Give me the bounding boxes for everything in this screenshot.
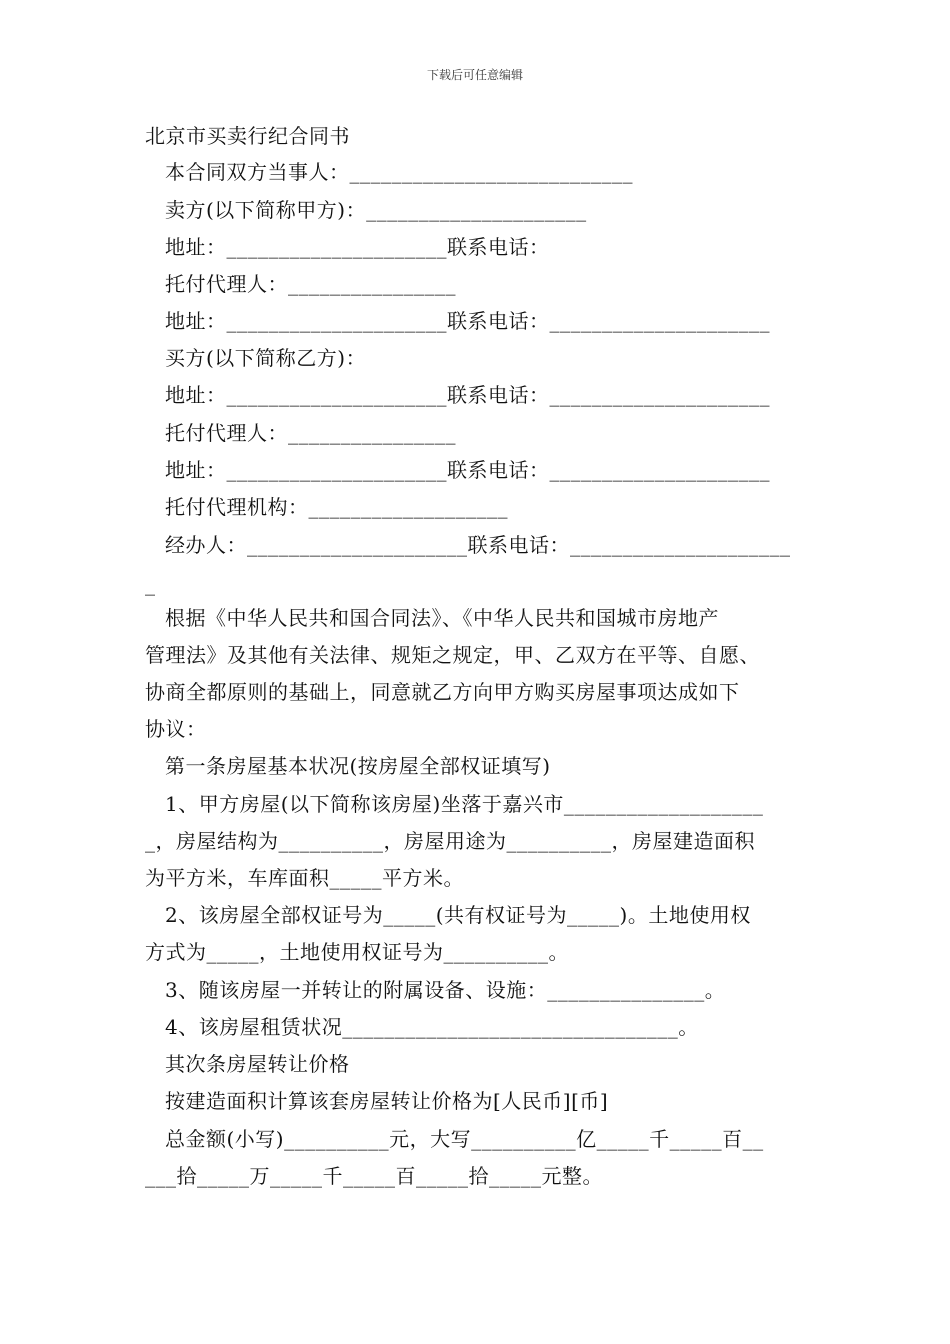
article-2-total-line-2: ___拾_____万_____千_____百_____拾_____元整。 [145,1164,603,1188]
article-1-item-3: 3、随该房屋一并转让的附属设备、设施：_______________。 [165,978,726,1002]
buyer-agent-address-line: 地址：_____________________联系电话：_____________________ [165,458,770,482]
article-1-item-1-line-1: 1、甲方房屋(以下简称该房屋)坐落于嘉兴市___________________ [165,792,764,816]
preamble-line-2: 管理法》及其他有关法律、规矩之规定，甲、乙双方在平等、自愿、 [145,643,760,667]
page-header-note: 下载后可任意编辑 [426,68,523,82]
agency-line: 托付代理机构：___________________ [165,495,508,519]
seller-line: 卖方(以下简称甲方)：_____________________ [165,198,587,222]
buyer-address-line: 地址：_____________________联系电话：_____________________ [165,383,770,407]
preamble-line-4: 协议： [145,717,207,741]
article-1-item-2-line-1: 2、该房屋全部权证号为_____(共有权证号为_____)。土地使用权 [165,903,751,927]
buyer-line: 买方(以下简称乙方)： [165,346,367,370]
preamble-line-3: 协商全都原则的基础上，同意就乙方向甲方购买房屋事项达成如下 [145,680,740,704]
document-title: 北京市买卖行纪合同书 [145,124,350,148]
seller-address-line: 地址：_____________________联系电话： [165,235,550,259]
handler-line-overflow: _ [145,572,156,596]
article-2-heading: 其次条房屋转让价格 [165,1052,350,1076]
article-1-item-1-line-2: _，房屋结构为__________，房屋用途为__________，房屋建造面积 [145,829,755,853]
seller-agent-line: 托付代理人：________________ [165,272,456,296]
article-1-heading: 第一条房屋基本状况(按房屋全部权证填写) [165,754,551,778]
article-1-item-4: 4、该房屋租赁状况________________________________。 [165,1015,699,1039]
handler-line: 经办人：_____________________联系电话：_____________________ [165,533,791,557]
contract-parties-line: 本合同双方当事人：___________________________ [165,160,633,184]
article-1-item-2-line-2: 方式为_____，土地使用权证号为__________。 [145,940,569,964]
seller-agent-address-line: 地址：_____________________联系电话：_____________________ [165,309,770,333]
article-1-item-1-line-3: 为平方米，车库面积_____平方米。 [145,866,464,890]
preamble-line-1: 根据《中华人民共和国合同法》、《中华人民共和国城市房地产 [165,606,719,630]
article-2-total-line-1: 总金额(小写)__________元，大写__________亿_____千_____百__ [165,1127,764,1151]
article-2-price-basis: 按建造面积计算该套房屋转让价格为[人民币][币] [165,1089,609,1113]
buyer-agent-line: 托付代理人：________________ [165,421,456,445]
